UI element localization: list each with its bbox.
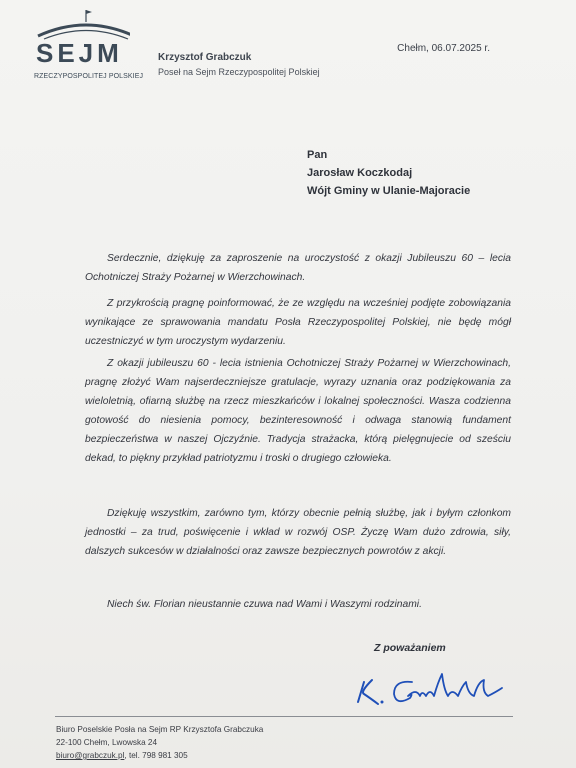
footer-phone: , tel. 798 981 305 (124, 751, 188, 760)
sender-name: Krzysztof Grabczuk (158, 52, 252, 63)
letter-date: Chełm, 06.07.2025 r. (397, 43, 490, 54)
footer-office: Biuro Poselskie Posła na Sejm RP Krzysztofa Grabczuka (56, 725, 264, 734)
sejm-logo (30, 8, 144, 88)
paragraph-apology: Z przykrością pragnę poinformować, że ze względu na wcześniej podjęte zobowiązania wynikające ze sprawowania mandatu Posła Rzeczypospolitej Polskiej, nie będę mógł uczestniczyć w tym uroczystym wydarzeniu. (85, 298, 511, 347)
recipient-salutation: Pan (307, 149, 328, 161)
closing-phrase: Z poważaniem (374, 642, 446, 654)
footer-contact (56, 751, 188, 760)
parliament-dome-icon (30, 8, 130, 42)
logo-wordmark: SEJM (36, 38, 123, 68)
footer-divider (55, 716, 513, 717)
footer-email-link[interactable]: biuro@grabczuk.pl (56, 751, 125, 760)
paragraph-gratitude: Dziękuję wszystkim, zarówno tym, którzy obecnie pełnią służbę, jak i byłym członkom jednostki – za trud, poświęcenie i wkład w rozwój OSP. Życzę Wam dużo zdrowia, siły, dalszych sukcesów w działalności oraz zawsze bezpiecznych powrotów z akcji. (85, 508, 511, 557)
recipient-name: Jarosław Koczkodaj (307, 167, 413, 179)
sender-role: Poseł na Sejm Rzeczypospolitej Polskiej (158, 67, 320, 77)
logo-subtitle: RZECZYPOSPOLITEJ POLSKIEJ (34, 73, 144, 80)
paragraph-congratulations: Z okazji jubileuszu 60 - lecia istnienia Ochotniczej Straży Pożarnej w Wierzchowinach, pragnę złożyć Wam najserdeczniejsze gratulacje, wyrazy uznania oraz podziękowania za wieloletnią, ofiarną służbę na rzecz mieszkańców i lokalnej społeczności. Wasza codzienna gotowość do niesienia pomocy, bezinteresowność i odwaga stanowią fundament bezpieczeństwa w naszej Ojczyźnie. Tradycja strażacka, którą pielęgnujecie od sześciu dekad, to piękny przykład patriotyzmu i troski o drugiego człowieka. (85, 358, 511, 464)
paragraph-blessing: Niech św. Florian nieustannie czuwa nad Wami i Waszymi rodzinami. (107, 599, 422, 610)
footer-address: 22-100 Chełm, Lwowska 24 (56, 738, 158, 747)
handwritten-signature (350, 652, 510, 712)
paragraph-thanks: Serdecznie, dziękuję za zaproszenie na uroczystość z okazji Jubileuszu 60 – lecia Ochotniczej Straży Pożarnej w Wierzchowinach. (85, 253, 511, 283)
recipient-title: Wójt Gminy w Ulanie-Majoracie (307, 185, 471, 197)
